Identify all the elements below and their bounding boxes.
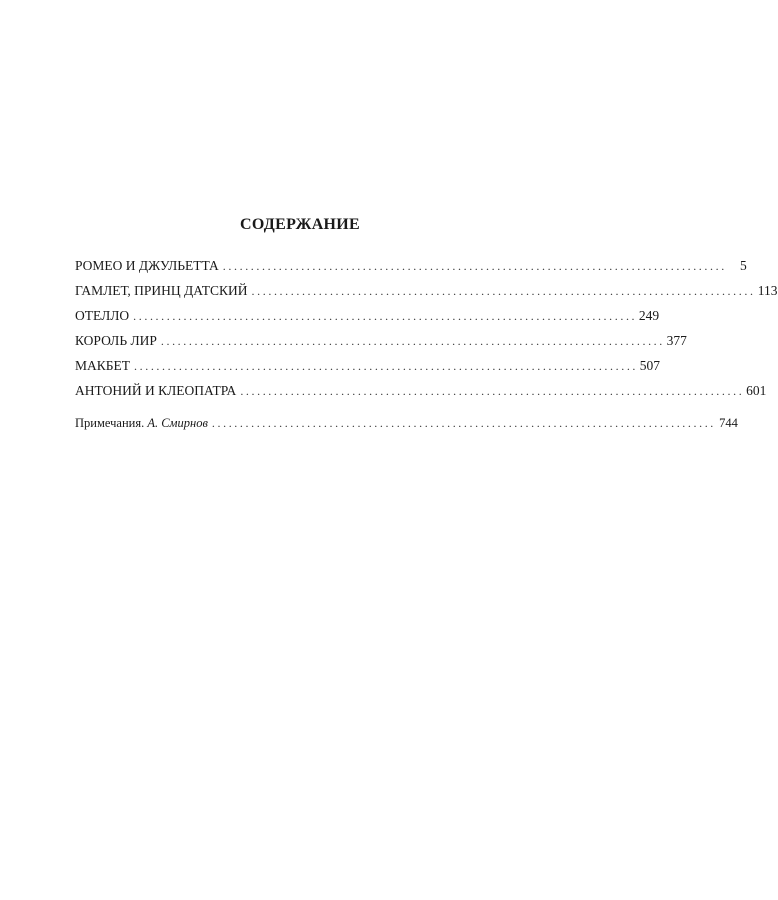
- toc-entry[interactable]: [75, 358, 661, 383]
- toc-entry-page: 601: [746, 383, 767, 398]
- notes-author: А. Смирнов: [147, 416, 208, 430]
- toc-entry-title: ГАМЛЕТ, ПРИНЦ ДАТСКИЙ: [75, 283, 248, 298]
- toc-entry[interactable]: [75, 258, 747, 283]
- toc-notes-title: [75, 416, 212, 431]
- toc-entry-page: 5: [740, 258, 747, 273]
- toc-entry-page: 113: [757, 283, 778, 298]
- dot-leader: ..........................................................................................: [134, 359, 639, 373]
- dot-leader: ..........................................................................................: [251, 284, 756, 298]
- toc-entry-page: 507: [639, 358, 661, 373]
- toc-list: [75, 258, 778, 441]
- toc-entry-title: АНТОНИЙ И КЛЕОПАТРА: [75, 383, 237, 398]
- toc-entry-title: КОРОЛЬ ЛИР: [75, 333, 157, 348]
- dot-leader: ..........................................................................................: [211, 416, 716, 430]
- toc-entry[interactable]: [75, 333, 687, 358]
- toc-notes-entry[interactable]: [75, 416, 738, 441]
- toc-heading: СОДЕРЖАНИЕ: [239, 216, 361, 233]
- toc-entry-page: 377: [666, 333, 687, 348]
- notes-label: Примечания.: [75, 416, 145, 430]
- dot-leader: ..........................................................................................: [222, 259, 727, 273]
- toc-entry-title: ОТЕЛЛО: [75, 308, 130, 323]
- toc-notes-page: 744: [719, 416, 738, 430]
- dot-leader: ..........................................................................................: [240, 384, 745, 398]
- toc-entry[interactable]: [75, 383, 767, 408]
- toc-entry-title: РОМЕО И ДЖУЛЬЕТТА: [75, 258, 219, 273]
- toc-entry-title: МАКБЕТ: [75, 358, 131, 373]
- toc-entry-page: 249: [638, 308, 660, 323]
- toc-entry[interactable]: [75, 283, 778, 308]
- dot-leader: ..........................................................................................: [133, 309, 638, 323]
- dot-leader: ..........................................................................................: [160, 334, 665, 348]
- toc-entry[interactable]: [75, 308, 660, 333]
